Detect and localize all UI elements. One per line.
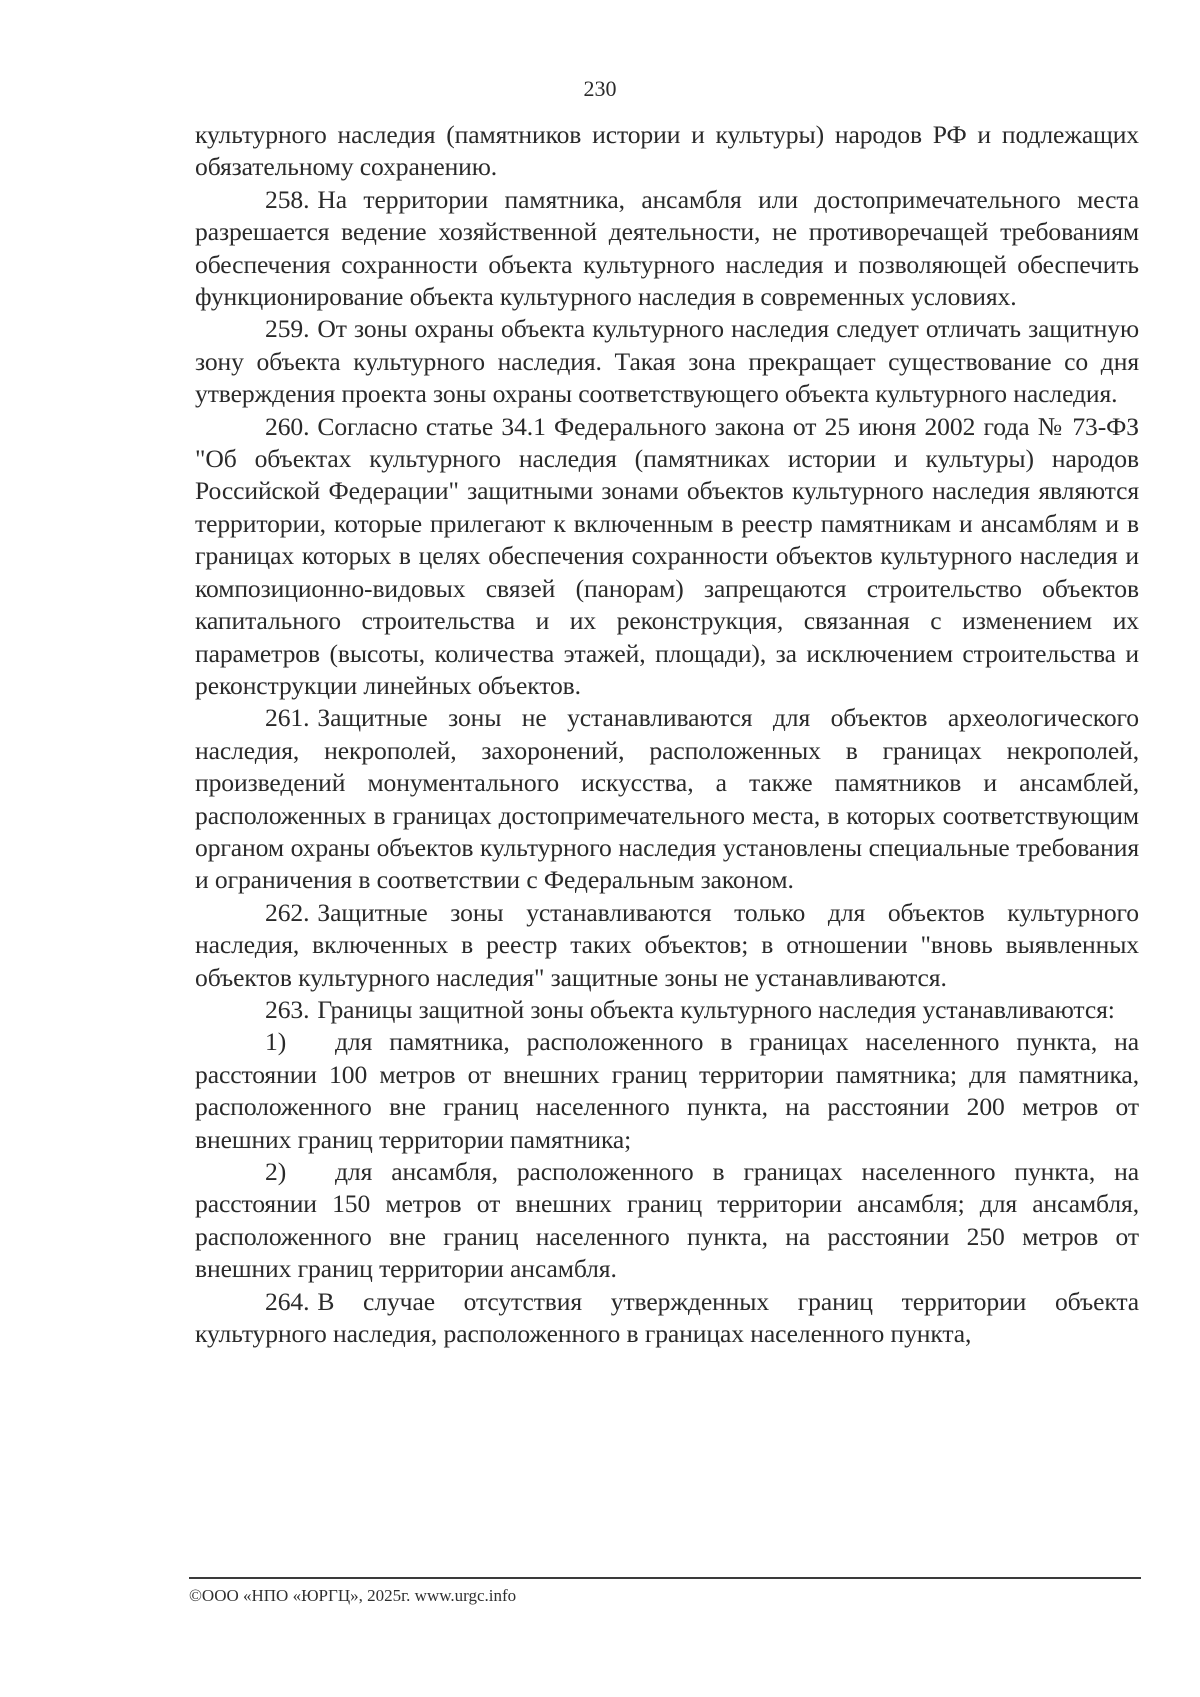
paragraph-261	[195, 702, 1139, 896]
paragraph-264	[195, 1286, 1139, 1351]
paragraph-260	[195, 411, 1139, 703]
document-body	[195, 119, 1139, 1350]
paragraph-text: Защитные зоны устанавливаются только для объектов культурного наследия, включенных в реестр таких объектов; в отношении "вновь выявленных объектов культурного наследия" защитные зоны не устанавливаются.	[195, 897, 1139, 992]
paragraph-number: 260.	[265, 411, 310, 441]
paragraph-number: 262.	[265, 897, 310, 927]
list-item-text: для памятника, расположенного в границах населенного пункта, на расстоянии 100 метров от внешних границ территории памятника; для памятника, расположенного вне границ населенного пункта, на расстоянии 200 метров от внешних границ территории памятника;	[195, 1027, 1139, 1154]
paragraph-text: От зоны охраны объекта культурного наследия следует отличать защитную зону объекта культурного наследия. Такая зона прекращает существование со дня утверждения проекта зоны охраны соответствующего объекта культурного наследия.	[195, 314, 1139, 409]
list-item-text: для ансамбля, расположенного в границах населенного пункта, на расстоянии 150 метров от внешних границ территории ансамбля; для ансамбля, расположенного вне границ населенного пункта, на расстоянии 250 метров от внешних границ территории ансамбля.	[195, 1157, 1139, 1284]
paragraph-text: Границы защитной зоны объекта культурного наследия устанавливаются:	[317, 994, 1115, 1024]
paragraph-text: На территории памятника, ансамбля или достопримечательного места разрешается ведение хозяйственной деятельности, не противоречащей требованиям обеспечения сохранности объекта культурного наследия и позволяющей обеспечить функционирование объекта культурного наследия в современных условиях.	[195, 184, 1139, 312]
page-number: 230	[583, 76, 617, 101]
paragraph-text: Согласно статье 34.1 Федерального закона от 25 июня 2002 года № 73-ФЗ "Об объектах культурного наследия (памятниках истории и культуры) народов Российской Федерации" защитными зонами объектов культурного наследия являются территории, которые прилегают к включенным в реестр памятникам и ансамблям и в границах которых в целях обеспечения сохранности объектов культурного наследия и композиционно-видовых связей (панорам) запрещаются строительство объектов капитального строительства и их реконструкция, связанная с изменением их параметров (высоты, количества этажей, площади), за исключением строительства и реконструкции линейных объектов.	[195, 411, 1139, 700]
footer-divider	[189, 1577, 1141, 1579]
list-item-1	[195, 1026, 1139, 1156]
paragraph-262	[195, 897, 1139, 994]
paragraph-text: В случае отсутствия утвержденных границ территории объекта культурного наследия, расположенного в границах населенного пункта,	[195, 1286, 1139, 1349]
paragraph-263	[195, 994, 1139, 1026]
paragraph-number: 264.	[265, 1286, 310, 1316]
footer-copyright: ©ООО «НПО «ЮРГЦ», 2025г. www.urgc.info	[189, 1586, 517, 1605]
list-item-number: 2)	[265, 1157, 287, 1186]
paragraph-number: 261.	[265, 703, 310, 733]
list-item-number: 1)	[265, 1027, 287, 1057]
paragraph-number: 259.	[265, 314, 310, 344]
paragraph-258	[195, 184, 1139, 314]
intro-text: культурного наследия (памятников истории и культуры) народов РФ и подлежащих обязательному сохранению.	[195, 120, 1139, 182]
paragraph-number: 258.	[265, 184, 310, 214]
paragraph-number: 263.	[265, 994, 310, 1024]
list-item-2	[195, 1156, 1139, 1286]
paragraph-259	[195, 313, 1139, 410]
paragraph-text: Защитные зоны не устанавливаются для объектов археологического наследия, некрополей, захоронений, расположенных в границах некрополей, произведений монументального искусства, а также памятников и ансамблей, расположенных в границах достопримечательного места, в которых соответствующим органом охраны объектов культурного наследия установлены специальные требования и ограничения в соответствии с Федеральным законом.	[195, 703, 1139, 895]
